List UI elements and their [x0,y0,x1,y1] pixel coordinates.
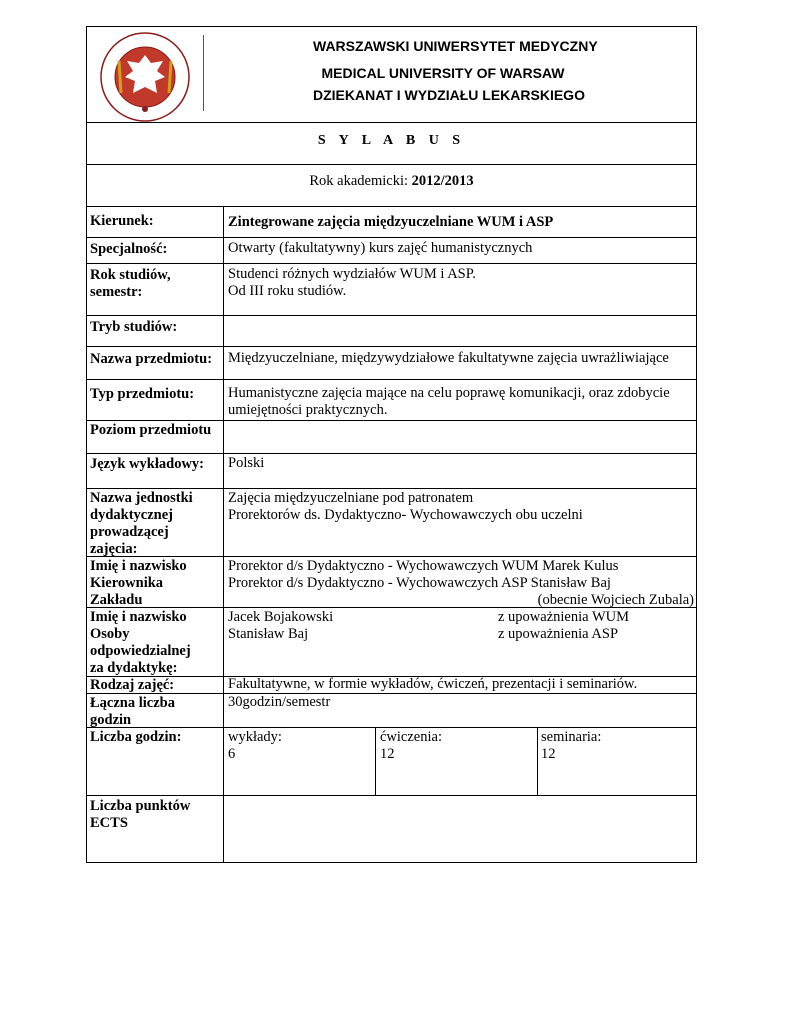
value-typ-1: Humanistyczne zajęcia mające na celu poprawę komunikacji, oraz zdobycie [228,385,670,401]
label-ects-1: Liczba punktów [90,798,191,814]
label-osoby-2: Osoby [90,626,130,642]
page-title: S Y L A B U S [317,133,466,148]
label-jednostka-3: prowadzącej [90,524,169,540]
divider [87,164,696,165]
wyklady-value: 6 [228,746,236,762]
value-rok-1: Studenci różnych wydziałów WUM i ASP. [228,266,476,282]
label-semestr: semestr: [90,284,143,300]
label-kierunek: Kierunek: [90,213,154,229]
label-jednostka-2: dydaktycznej [90,507,173,523]
value-osoby-auth-2: z upoważnienia ASP [498,626,619,642]
label-jezyk: Język wykładowy: [90,456,204,472]
value-osoby-name-2: Stanisław Baj [228,626,309,642]
seminaria-label: seminaria: [541,729,602,745]
value-kierownik-2: Prorektor d/s Dydaktyczno - Wychowawczych ASP Stanisław Baj [228,575,611,591]
cwiczenia-value: 12 [380,746,395,762]
divider [87,453,696,454]
value-laczna: 30godzin/semestr [228,694,331,710]
value-jednostka-2: Prorektorów ds. Dydaktyczno- Wychowawczych obu uczelni [228,507,583,523]
column-divider [375,727,376,795]
divider [87,379,696,380]
academic-year [87,173,696,190]
value-kierownik-1: Prorektor d/s Dydaktyczno - Wychowawczych WUM Marek Kulus [228,558,619,574]
value-kierunek: Zintegrowane zajęcia międzyuczelniane WUM i ASP [228,214,554,230]
divider [87,607,696,608]
header-divider [203,35,204,111]
value-jezyk: Polski [228,455,265,471]
label-osoby-4: za dydaktykę: [90,660,178,676]
value-nazwa: Międzyuczelniane, międzywydziałowe fakultatywne zajęcia uwrażliwiające [228,350,669,366]
value-kierownik-3: (obecnie Wojciech Zubala) [537,592,694,608]
value-jednostka-1: Zajęcia międzyuczelniane pod patronatem [228,490,474,506]
label-poziom: Poziom przedmiotu [90,422,212,438]
label-rok: Rok studiów, [90,267,171,283]
wyklady-label: wykłady: [228,729,282,745]
label-ects-2: ECTS [90,815,128,831]
label-kierownik-1: Imię i nazwisko [90,558,187,574]
value-rok-2: Od III roku studiów. [228,283,347,299]
column-divider [223,206,224,862]
label-nazwa: Nazwa przedmiotu: [90,351,213,367]
label-kierownik-3: Zakładu [90,592,143,608]
university-name-en: MEDICAL UNIVERSITY OF WARSAW [321,65,565,81]
label-laczna-2: godzin [90,712,132,728]
label-laczna-1: Łączna liczba [90,695,175,711]
divider [87,122,696,123]
label-kierownik-2: Kierownika [90,575,164,591]
value-osoby-auth-1: z upoważnienia WUM [498,609,629,625]
label-rodzaj: Rodzaj zajęć: [90,677,175,693]
academic-year-label: Rok akademicki: [309,173,408,189]
value-rodzaj: Fakultatywne, w formie wykładów, ćwiczeń, prezentacji i seminariów. [228,676,638,692]
syllabus-document [86,26,697,863]
faculty-name: DZIEKANAT I WYDZIAŁU LEKARSKIEGO [313,87,585,103]
label-liczba-godzin: Liczba godzin: [90,729,182,745]
label-jednostka-4: zajęcia: [90,541,138,557]
divider [87,556,696,557]
cwiczenia-label: ćwiczenia: [380,729,442,745]
divider [87,263,696,264]
divider [87,795,696,796]
divider [87,237,696,238]
column-divider [537,727,538,795]
value-specjalnosc: Otwarty (fakultatywny) kurs zajęć humanistycznych [228,240,533,256]
label-osoby-1: Imię i nazwisko [90,609,187,625]
divider [87,346,696,347]
seminaria-value: 12 [541,746,556,762]
label-tryb: Tryb studiów: [90,319,178,335]
divider [87,693,696,694]
divider [87,420,696,421]
academic-year-value: 2012/2013 [411,173,474,189]
label-typ: Typ przedmiotu: [90,386,195,402]
divider [87,488,696,489]
university-name-pl: WARSZAWSKI UNIWERSYTET MEDYCZNY [313,38,598,54]
value-osoby-name-1: Jacek Bojakowski [228,609,334,625]
divider [87,727,696,728]
divider [87,315,696,316]
value-typ-2: umiejętności praktycznych. [228,402,388,418]
divider [87,206,696,207]
label-specjalnosc: Specjalność: [90,241,168,257]
label-jednostka-1: Nazwa jednostki [90,490,193,506]
label-osoby-3: odpowiedzialnej [90,643,191,659]
university-seal-icon [99,31,191,123]
